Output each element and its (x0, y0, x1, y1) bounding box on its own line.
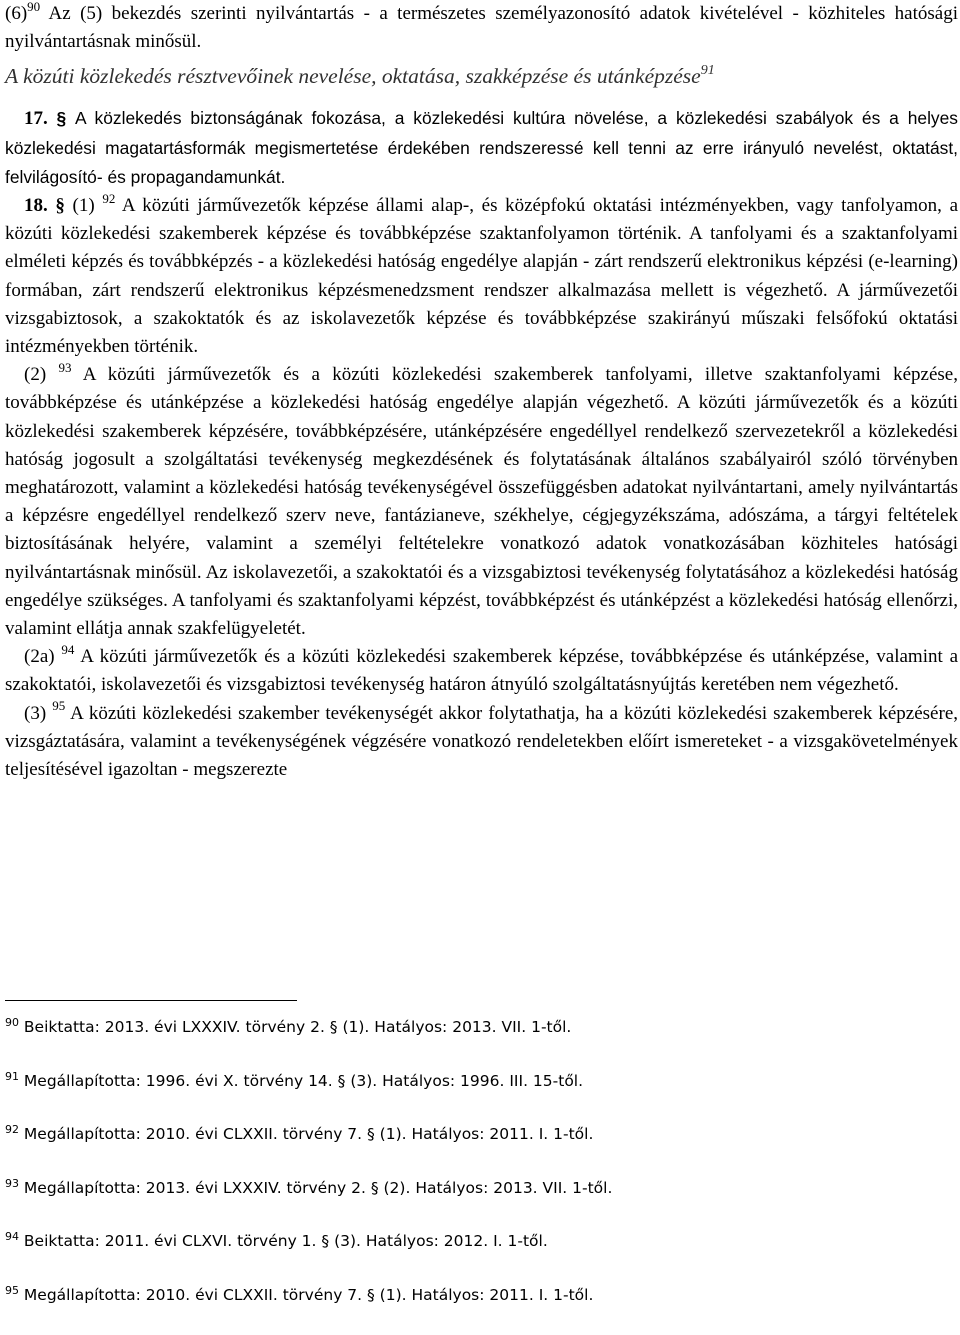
footnote-text: Megállapította: 1996. évi X. törvény 14. § (3). Hatályos: 1996. III. 15-től. (19, 1071, 584, 1090)
paragraph-number: (2a) (24, 646, 55, 668)
footnote-93 (5, 1174, 945, 1228)
footnotes (5, 1013, 945, 1335)
section-text: A közlekedés biztonságának fokozása, a közlekedési kultúra növelése, a közlekedési szabályok és a helyes közlekedési magatartásformák megismertetése érdekében rendszeressé kell tenni az erre irányuló nevelést, oktatást, felvilágosító- és propagandamunkát. (5, 108, 958, 187)
main-text (5, 0, 958, 784)
footnote-text: Megállapította: 2010. évi CLXXII. törvény 7. § (1). Hatályos: 2011. I. 1-től. (19, 1125, 594, 1144)
chapter-heading (5, 56, 958, 104)
footnote-text: Beiktatta: 2013. évi LXXXIV. törvény 2. § (1). Hatályos: 2013. VII. 1-től. (19, 1018, 572, 1036)
footnote-number: 92 (5, 1123, 19, 1137)
section-18-paragraph-2 (5, 361, 958, 643)
footnote-number: 90 (5, 1015, 19, 1029)
footnote-92 (5, 1120, 945, 1174)
paragraph-text: A közúti járművezetők és a közúti közlekedési szakemberek képzése, továbbképzése és utánképzése, valamint a szakoktatói, iskolavezetői és vizsgabiztosi tevékenység határon átnyúló szolgáltatásnyújtás keretében nem végezhető. (5, 646, 958, 696)
paragraph-text: A közúti járművezetők képzése állami alap-, és középfokú oktatási intézményekben, vagy tanfolyamon, a közúti közlekedési szakemberek képzése és továbbképzése szaktanfolyamon történik. A tanfolyami és a szaktanfolyami elméleti képzés és továbbképzés - a közlekedési hatóság engedélye alapján - zárt rendszerű elektronikus képzési (e-learning) formában, zárt rendszerű elektronikus képzésmenedzsment rendszer alkalmazása mellett is végezhető. A járművezetői vizsgabiztosok, a szakoktatók és az iskolavezetők képzése és továbbképzése szakirányú műszaki felsőfokú oktatási intézményekben történik. (5, 195, 958, 358)
section-18-paragraph-2a (5, 643, 958, 699)
paragraph-number: (6) (5, 3, 28, 24)
section-18-paragraph-3 (5, 700, 958, 785)
footnote-ref-91[interactable]: 91 (700, 63, 715, 79)
document-page (5, 0, 958, 784)
footnote-text: Megállapította: 2013. évi LXXXIV. törvény 2. § (2). Hatályos: 2013. VII. 1-től. (19, 1178, 613, 1197)
footnote-number: 93 (5, 1176, 19, 1190)
footnote-text: Beiktatta: 2011. évi CLXVI. törvény 1. § (3). Hatályos: 2012. I. 1-től. (19, 1232, 548, 1251)
paragraph-number: (3) (24, 702, 47, 724)
section-17 (5, 104, 958, 192)
footnote-ref-90[interactable]: 90 (27, 0, 41, 14)
paragraph-number: (2) (24, 364, 47, 386)
footnote-number: 95 (5, 1283, 19, 1297)
footnote-94 (5, 1227, 945, 1281)
heading-text: A közúti közlekedés résztvevőinek nevelése, oktatása, szakképzése és utánképzése (5, 64, 701, 89)
footnote-95 (5, 1281, 945, 1335)
footnote-text: Megállapította: 2010. évi CLXXII. törvény 7. § (1). Hatályos: 2011. I. 1-től. (19, 1285, 594, 1304)
section-18-paragraph-1 (5, 192, 958, 361)
paragraph-number: (1) (72, 195, 95, 217)
section-sign: § (55, 195, 65, 217)
footnote-91 (5, 1067, 945, 1121)
footnote-ref-95[interactable]: 95 (52, 698, 66, 714)
section-sign: § (56, 108, 67, 129)
paragraph-6 (5, 0, 958, 56)
footnote-number: 91 (5, 1069, 19, 1083)
paragraph-text: Az (5) bekezdés szerinti nyilvántartás - a természetes személyazonosító adatok kivételével - közhiteles hatósági nyilvántartásnak minősül. (5, 3, 958, 53)
footnote-ref-92[interactable]: 92 (102, 190, 116, 206)
footnote-separator (5, 1000, 297, 1001)
paragraph-text: A közúti járművezetők és a közúti közlekedési szakemberek tanfolyami, illetve szaktanfolyami képzése, továbbképzése és utánképzése a közlekedési hatóság engedélye alapján végezhető. A közúti járművezetők és a közúti közlekedési szakemberek képzésére, továbbképzésére, utánképzésére engedéllyel rendelkező szervezetekről a közlekedési hatóság jogosult a szolgáltatási tevékenység megkezdésének és folytatásának általános szabályairól szóló törvényben meghatározott, valamint a közlekedési hatóság tevékenységével összefüggésben adatokat nyilvántartani, amely nyilvántartás a képzésre engedéllyel rendelkező szerv neve, fantázianeve, székhelye, cégjegyzékszáma, adószáma, a tárgyi feltételek biztosításának helyére, valamint a személyi feltételekre vonatkozó adatok vonatkozásában közhiteles hatósági nyilvántartásnak minősül. Az iskolavezetői, a szakoktatói és a vizsgabiztosi tevékenység folytatásához a közlekedési hatóság engedélye szükséges. A tanfolyami és szaktanfolyami képzést, továbbképzést és utánképzést a közlekedési hatóság ellenőrzi, valamint ellátja annak szakfelügyeletét. (5, 364, 958, 640)
footnote-90 (5, 1013, 945, 1067)
section-number: 17. (24, 108, 48, 130)
section-number: 18. (24, 195, 48, 217)
footnote-ref-94[interactable]: 94 (61, 641, 75, 657)
footnote-ref-93[interactable]: 93 (58, 359, 72, 375)
footnote-number: 94 (5, 1230, 19, 1244)
paragraph-text: A közúti közlekedési szakember tevékenységét akkor folytathatja, ha a közúti közlekedési szakemberek képzésére, vizsgáztatására, valamint a tevékenységének végzésére vonatkozó rendeletekben előírt ismereteket - a vizsgakövetelmények teljesítésével igazoltan - megszerezte (5, 702, 959, 781)
